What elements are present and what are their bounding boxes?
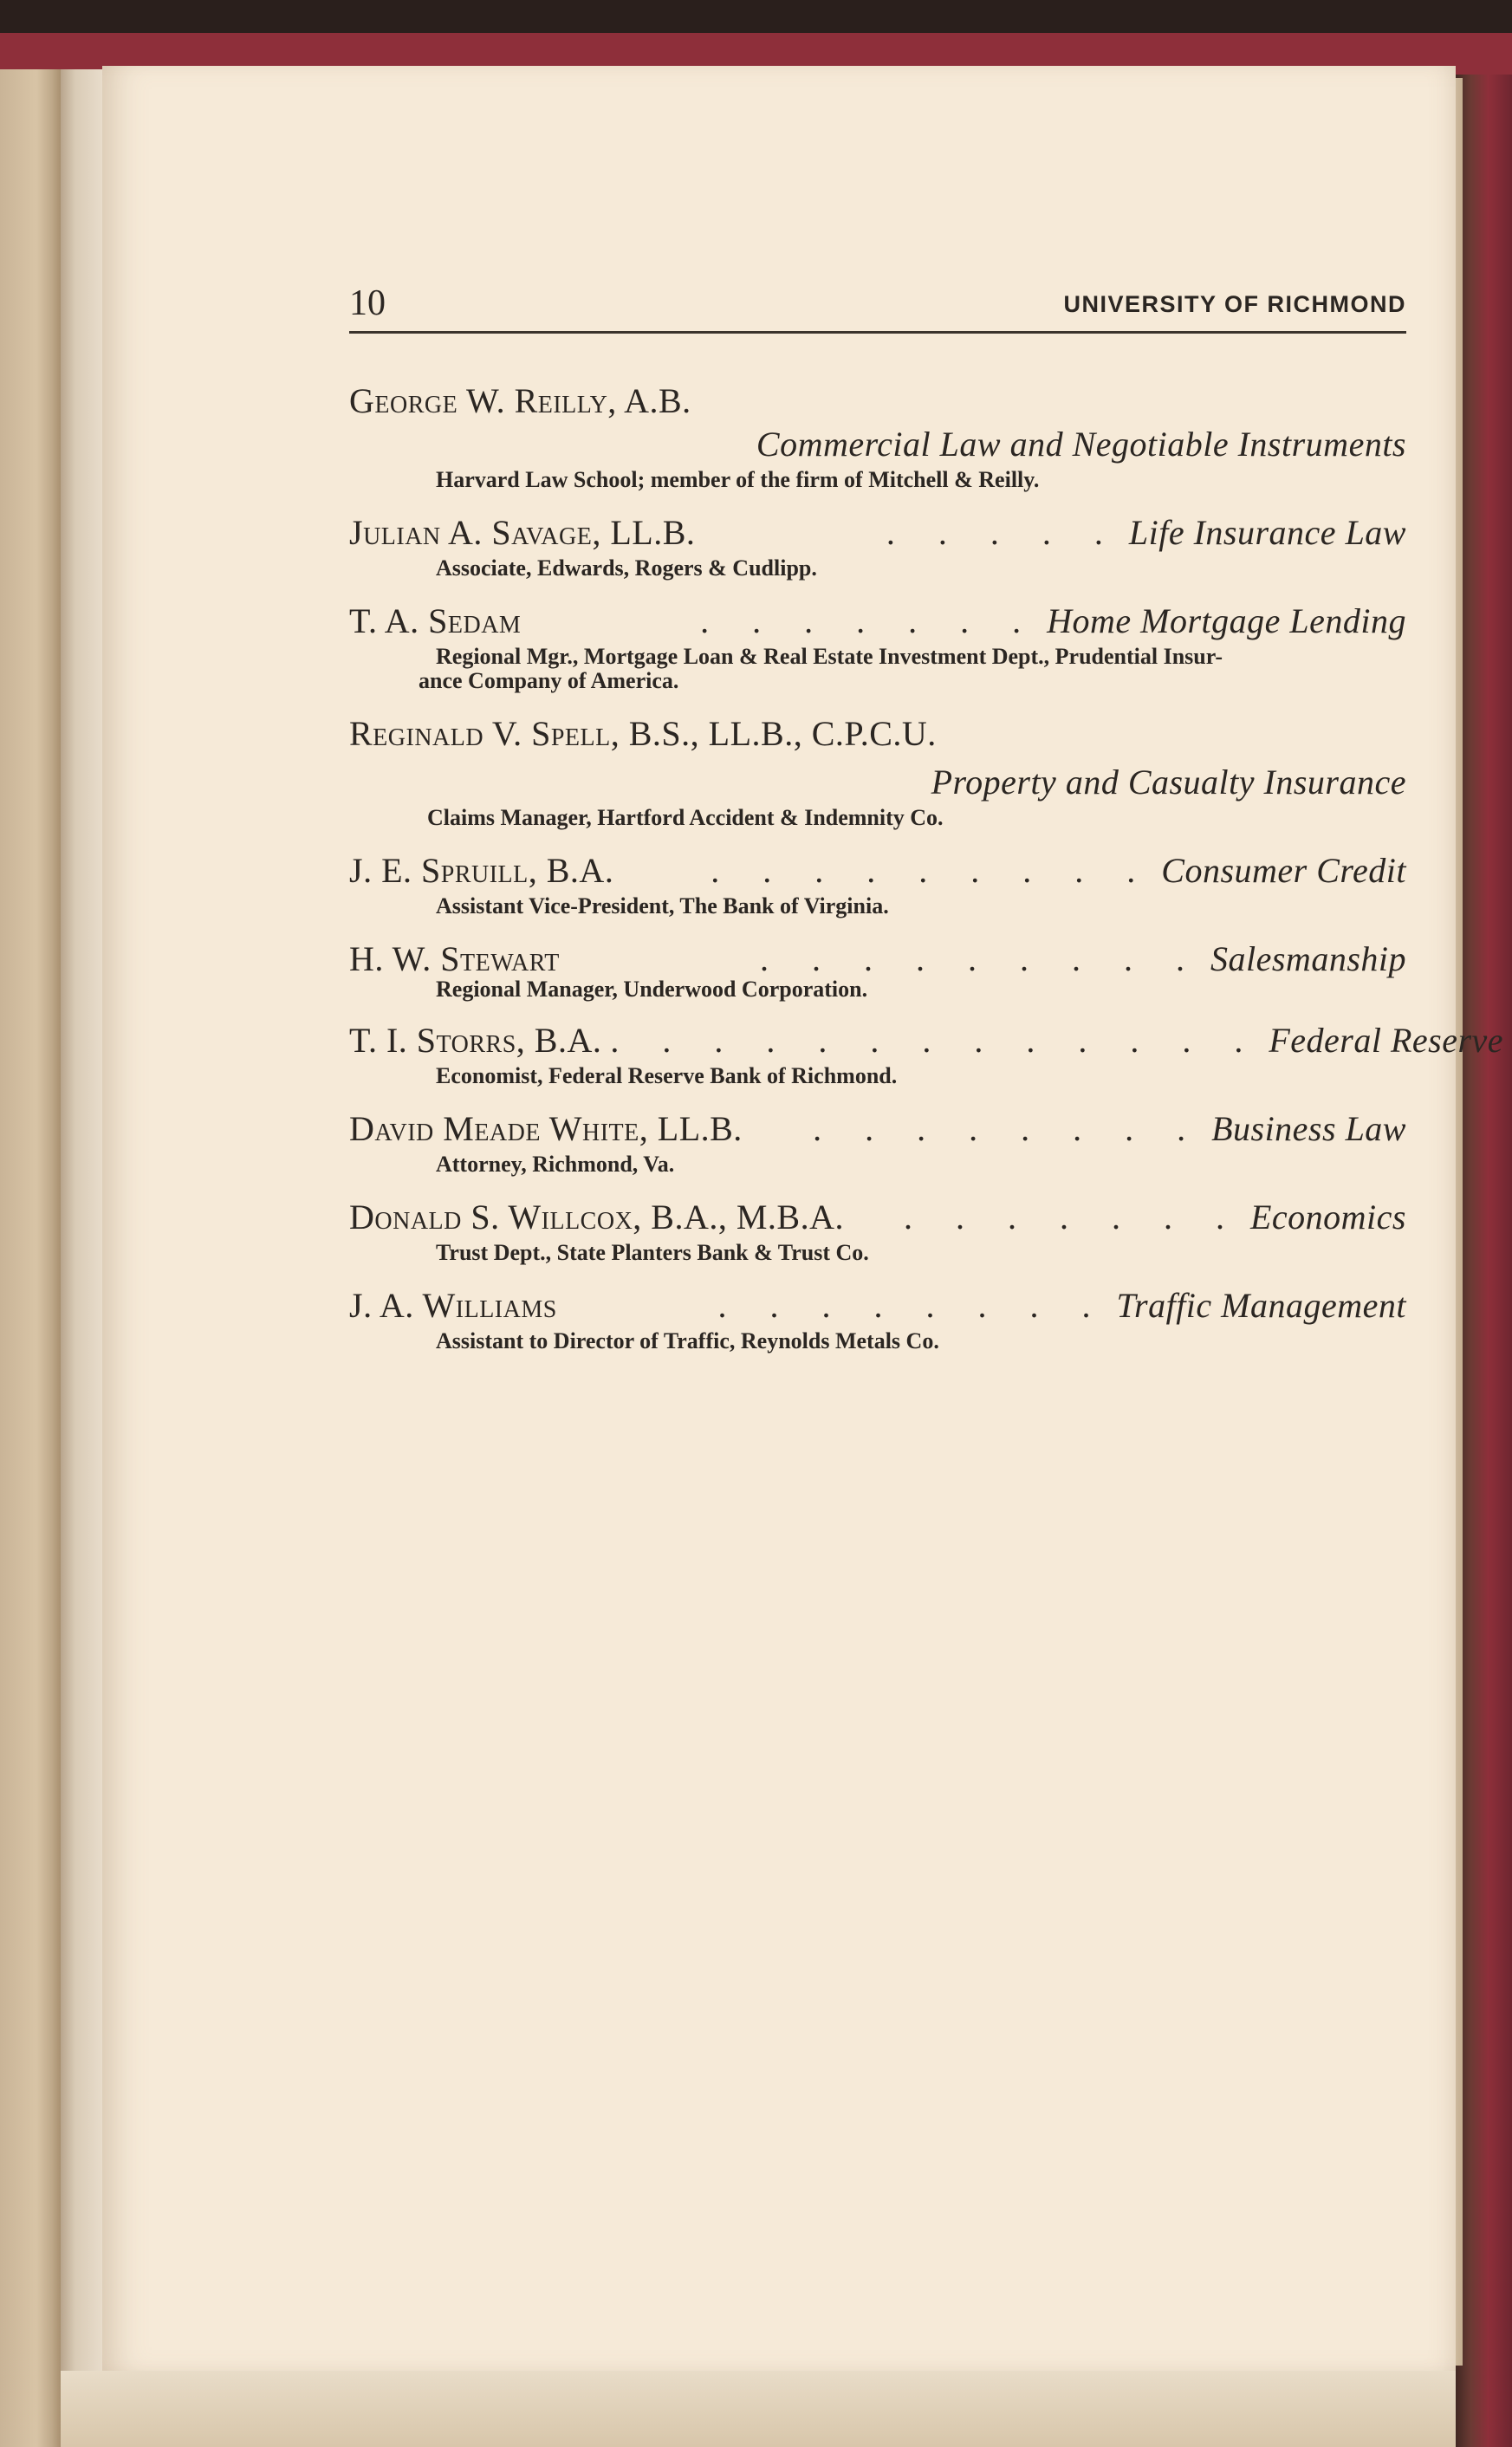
entry-subject: Traffic Management: [1116, 1286, 1406, 1325]
list-item: [349, 849, 1406, 918]
entry-subject: Federal Reserve: [1269, 1021, 1504, 1060]
entry-name: H. W. Stewart: [349, 939, 560, 978]
entry-name: Donald S. Willcox, B.A., M.B.A.: [349, 1198, 844, 1236]
entry-name: T. I. Storrs, B.A.: [349, 1021, 602, 1060]
entry-description: [349, 645, 1406, 693]
entry-subject: Business Law: [1211, 1109, 1406, 1148]
entry-name: David Meade White, LL.B.: [349, 1109, 743, 1148]
dot-leader: . . . . . . .: [700, 601, 1039, 640]
list-item: [349, 712, 1406, 830]
entry-description: Associate, Edwards, Rogers & Cudlipp.: [436, 555, 817, 581]
entry-name: T. A. Sedam: [349, 601, 522, 640]
entry-description: Regional Manager, Underwood Corporation.: [436, 977, 868, 1002]
entry-description: Attorney, Richmond, Va.: [436, 1152, 675, 1177]
entry-subject: Home Mortgage Lending: [1047, 601, 1406, 640]
entry-description: Harvard Law School; member of the firm of Mitchell & Reilly.: [436, 467, 1040, 492]
entry-name: George W. Reilly, A.B.: [349, 381, 691, 420]
dot-leader: . . . . .: [886, 513, 1120, 552]
entry-subject: Consumer Credit: [1161, 851, 1406, 890]
dot-leader: . . . . . . . . .: [711, 851, 1153, 890]
list-item: [349, 511, 1406, 581]
entry-name: J. E. Spruill, B.A.: [349, 851, 614, 890]
entry-description: Trust Dept., State Planters Bank & Trust Co.: [436, 1240, 869, 1265]
entry-name: Reginald V. Spell, B.S., LL.B., C.P.C.U.: [349, 714, 937, 753]
header-rule: [349, 331, 1406, 334]
dot-leader: . . . . . . . . . . . . .: [610, 1021, 1261, 1060]
entry-subject: Property and Casualty Insurance: [931, 763, 1406, 802]
dot-leader: . . . . . . .: [903, 1198, 1242, 1236]
page-number: 10: [349, 283, 386, 323]
entry-name: J. A. Williams: [349, 1286, 557, 1325]
page-header: [349, 282, 1406, 333]
entry-name: Julian A. Savage, LL.B.: [349, 513, 696, 552]
dot-leader: . . . . . . . .: [717, 1286, 1108, 1325]
gutter-shadow: [61, 69, 102, 2447]
entry-description-line: ance Company of America.: [419, 668, 679, 693]
entry-description-line: Regional Mgr., Mortgage Loan & Real Estate Investment Dept., Prudential Insur-: [436, 644, 1223, 669]
entry-description: Economist, Federal Reserve Bank of Richmond.: [436, 1063, 898, 1088]
page-bottom-edge: [61, 2371, 1456, 2447]
list-item: [349, 1284, 1406, 1353]
entry-subject: Salesmanship: [1210, 939, 1406, 978]
list-item: [349, 600, 1406, 693]
list-item: [349, 380, 1406, 492]
entry-description: Assistant Vice-President, The Bank of Virginia.: [436, 893, 889, 918]
list-item: [349, 938, 1406, 1002]
faculty-list: [349, 380, 1504, 1353]
dot-leader: . . . . . . . .: [813, 1109, 1204, 1148]
entry-subject: Commercial Law and Negotiable Instruments: [756, 425, 1406, 464]
entry-subject: Economics: [1249, 1198, 1406, 1236]
list-item: [349, 1107, 1406, 1177]
list-item: [349, 1019, 1504, 1088]
dot-leader: . . . . . . . . .: [760, 939, 1202, 978]
running-head: UNIVERSITY OF RICHMOND: [1063, 291, 1406, 317]
entry-subject: Life Insurance Law: [1128, 513, 1406, 552]
list-item: [349, 1196, 1406, 1265]
facing-page-edge: [0, 69, 61, 2447]
entry-description: Claims Manager, Hartford Accident & Indemnity Co.: [427, 805, 944, 830]
entry-description: Assistant to Director of Traffic, Reynolds Metals Co.: [436, 1328, 939, 1353]
